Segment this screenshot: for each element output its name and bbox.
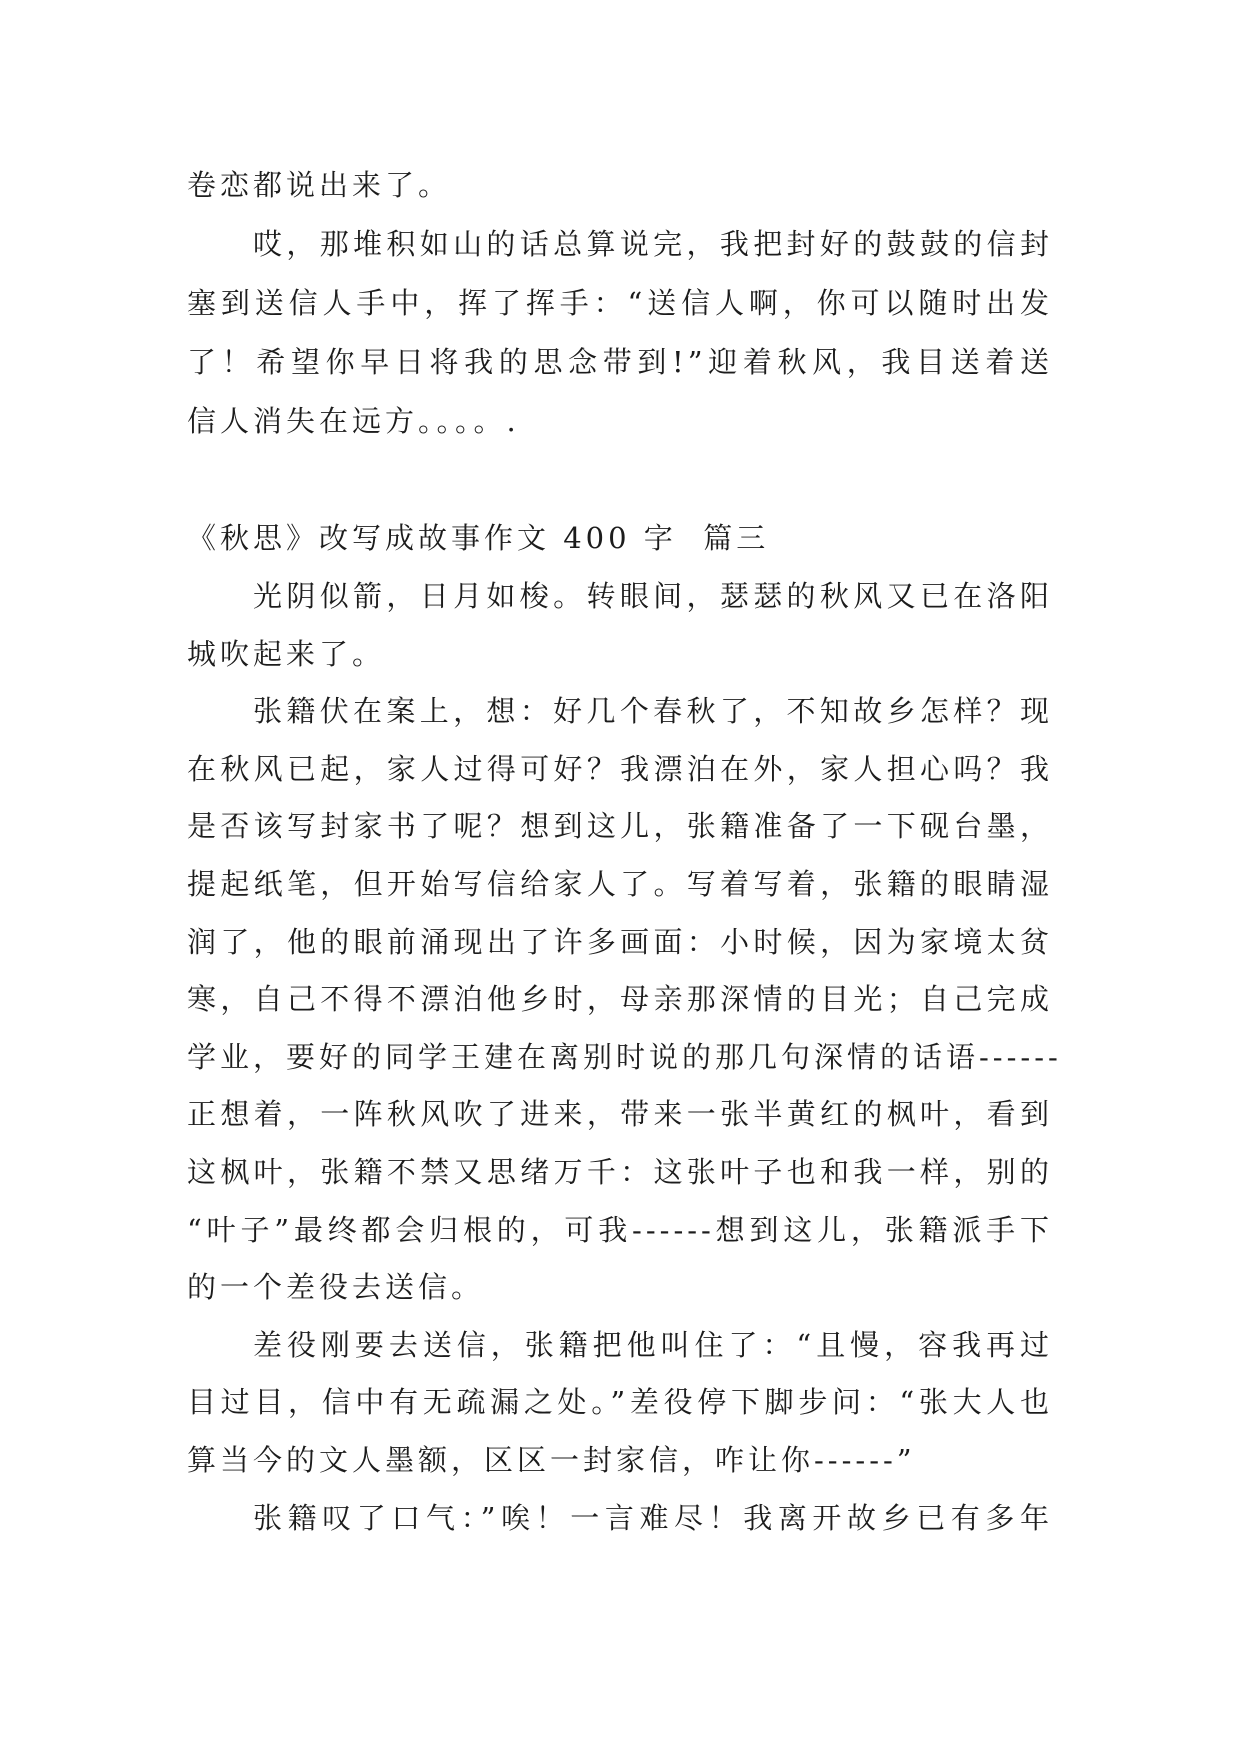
text-line: 张籍伏在案上，想：好几个春秋了，不知故乡怎样？现 [253, 694, 1053, 729]
text-line: 算当今的文人墨额，区区一封家信，咋让你------” [187, 1442, 916, 1477]
paragraph [187, 1317, 1053, 1490]
paragraph [187, 215, 1053, 451]
text-line: “叶子”最终都会归根的，可我------想到这儿，张籍派手下 [187, 1212, 1053, 1247]
paragraph [187, 156, 1053, 215]
section-heading: 《秋思》改写成故事作文 400 字 篇三 [187, 521, 770, 555]
text-line: 信人消失在远方。。。。. [187, 404, 520, 438]
text-line: 的一个差役去送信。 [187, 1270, 485, 1305]
text-line: 塞到送信人手中，挥了挥手：“送信人啊，你可以随时出发 [187, 286, 1053, 320]
text-line: 润了，他的眼前涌现出了许多画面：小时候，因为家境太贫 [187, 924, 1053, 959]
text-line: 学业，要好的同学王建在离别时说的那几句深情的话语------ [187, 1039, 1062, 1074]
text-line: 在秋风已起，家人过得可好？我漂泊在外，家人担心吗？我 [187, 751, 1053, 786]
text-line: 城吹起来了。 [187, 636, 386, 671]
text-line: 差役刚要去送信，张籍把他叫住了：“且慢，容我再过 [253, 1327, 1053, 1362]
text-line: 正想着，一阵秋风吹了进来，带来一张半黄红的枫叶，看到 [187, 1097, 1053, 1132]
paragraph [187, 1490, 1053, 1548]
text-line: 寒，自己不得不漂泊他乡时，母亲那深情的目光；自己完成 [187, 982, 1053, 1017]
text-line: 是否该写封家书了呢？想到这儿，张籍准备了一下砚台墨， [187, 809, 1053, 844]
paragraph [187, 568, 1053, 683]
text-line: 这枫叶，张籍不禁又思绪万千：这张叶子也和我一样，别的 [187, 1154, 1053, 1189]
text-line: 目过目，信中有无疏漏之处。”差役停下脚步问：“张大人也 [187, 1385, 1053, 1420]
section-heading-block [187, 509, 1053, 567]
text-section-previous [187, 156, 1053, 451]
text-line: 了！希望你早日将我的思念带到!”迎着秋风，我目送着送 [187, 345, 1053, 379]
text-line: 光阴似箭，日月如梭。转眼间，瑟瑟的秋风又已在洛阳 [253, 579, 1053, 613]
paragraph [187, 683, 1062, 1317]
text-line: 哎，那堆积如山的话总算说完，我把封好的鼓鼓的信封 [253, 227, 1053, 261]
text-line: 提起纸笔，但开始写信给家人了。写着写着，张籍的眼睛湿 [187, 866, 1053, 901]
text-line: 张籍叹了口气：”唉！一言难尽！我离开故乡已有多年 [253, 1500, 1053, 1535]
text-line: 卷恋都说出来了。 [187, 168, 452, 202]
text-section-story [187, 568, 1062, 1547]
